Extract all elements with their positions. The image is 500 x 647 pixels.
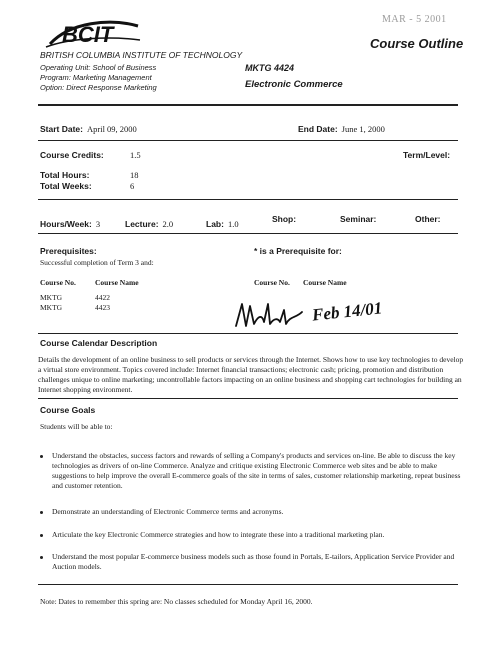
operating-unit: Operating Unit: School of Business (40, 63, 157, 72)
course-title: Electronic Commerce (245, 79, 343, 90)
document-title: Course Outline (370, 36, 464, 51)
right-col-course-no: Course No. (254, 278, 290, 287)
term-level-label: Term/Level: (403, 150, 451, 160)
start-date-value: April 09, 2000 (86, 124, 137, 134)
start-date-row (40, 119, 137, 137)
goals-heading: Course Goals (40, 405, 96, 415)
footer-note: Note: Dates to remember this spring are: No classes scheduled for Monday April 16, 2000. (40, 597, 313, 606)
bcit-logo (40, 16, 145, 52)
total-hours-label: Total Hours: (40, 170, 90, 180)
logo-text: BCIT (62, 22, 114, 47)
divider (38, 199, 458, 200)
divider (38, 333, 458, 334)
prereq-col-course-name: Course Name (95, 278, 139, 287)
prereq-num: 4423 (95, 303, 110, 312)
lecture-hours: Lecture: 2.0 (125, 219, 174, 229)
prereq-dept: MKTG (40, 293, 63, 302)
end-date-value: June 1, 2000 (341, 124, 385, 134)
bullet (40, 455, 43, 458)
total-hours-value: 18 (130, 170, 139, 180)
end-date-label: End Date: (298, 124, 338, 134)
lab-hours: Lab: 1.0 (206, 219, 239, 229)
prerequisite-for-heading: * is a Prerequisite for: (254, 246, 342, 256)
institution-name: BRITISH COLUMBIA INSTITUTE OF TECHNOLOGY (40, 50, 243, 60)
prereq-row (40, 303, 62, 312)
total-weeks-value: 6 (130, 181, 135, 191)
course-code: MKTG 4424 (245, 63, 295, 73)
right-col-course-name: Course Name (303, 278, 347, 287)
prereq-col-course-no: Course No. (40, 278, 76, 287)
hours-per-week: Hours/Week: 3 (40, 219, 101, 229)
option: Option: Direct Response Marketing (40, 83, 157, 92)
credits-value: 1.5 (130, 150, 141, 160)
divider (38, 104, 458, 106)
received-stamp: MAR - 5 2001 (382, 14, 447, 25)
goal-item: Understand the most popular E-commerce business models such as those found in Portals, E-tailors, Application Service Provider and Auction models. (52, 552, 455, 571)
divider (38, 233, 458, 234)
goal-item: Understand the obstacles, success factors and rewards of selling a Company's products and services on-line. Be able to discuss the key technologies as drivers of on-line Commerce. Analyze and critique existing Electronic Commerce web sites and be able to make suggestions to help improve the overall E-commerce goals of the site in terms of sales, customer relationship marketing, repeat business and customer retention. (52, 451, 461, 490)
description-heading: Course Calendar Description (40, 338, 158, 348)
prerequisites-heading: Prerequisites: (40, 246, 97, 256)
prereq-row (40, 293, 62, 302)
prereq-dept: MKTG (40, 303, 63, 312)
seminar-label: Seminar: (340, 214, 377, 224)
handwritten-date: Feb 14/01 (311, 298, 384, 325)
total-weeks-label: Total Weeks: (40, 181, 92, 191)
start-date-label: Start Date: (40, 124, 83, 134)
prereq-num: 4422 (95, 293, 110, 302)
description-text: Details the development of an online business to sell products or services through the Internet. Shows how to use key technologies to develop a virtual store environment. Topics covered include: Internet financial transactions; electronic cash; pricing, promotion and distribution challenges unique to online marketing; uncontrollable factors impacting on an online business and shopping cart technologies for building an Internet shopping environment. (38, 355, 464, 394)
divider (38, 584, 458, 585)
bullet (40, 556, 43, 559)
shop-label: Shop: (272, 214, 297, 224)
goal-item: Articulate the key Electronic Commerce strategies and how to integrate these into a traditional marketing plan. (52, 530, 385, 539)
credits-label: Course Credits: (40, 150, 104, 160)
end-date-row (298, 119, 385, 137)
bullet (40, 511, 43, 514)
other-label: Other: (415, 214, 441, 224)
bullet (40, 534, 43, 537)
goals-intro: Students will be able to: (40, 422, 113, 431)
divider (38, 398, 458, 399)
divider (38, 140, 458, 141)
prerequisites-note: Successful completion of Term 3 and: (40, 258, 154, 267)
goal-item: Demonstrate an understanding of Electronic Commerce terms and acronyms. (52, 507, 284, 516)
handwritten-signature (232, 296, 307, 336)
program: Program: Marketing Management (40, 73, 152, 82)
